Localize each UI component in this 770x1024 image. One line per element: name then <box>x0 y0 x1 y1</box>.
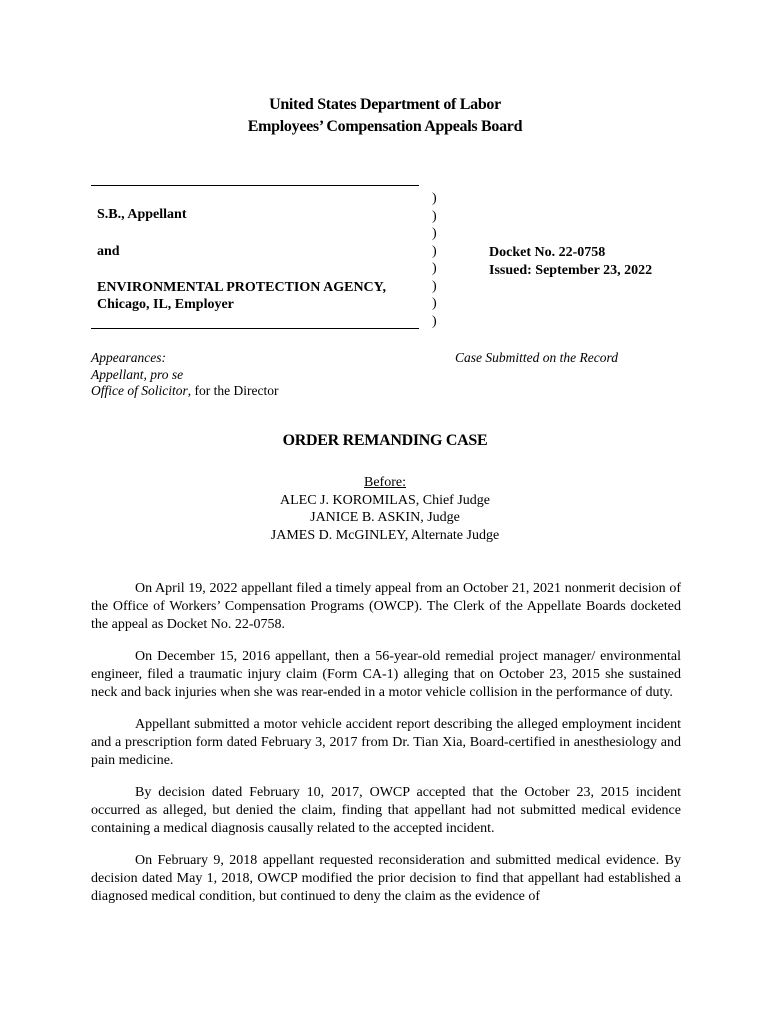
caption-rule-bottom <box>91 328 419 329</box>
judge-name: JAMES D. McGINLEY, Alternate Judge <box>270 527 500 543</box>
department-title: United States Department of Labor <box>269 96 501 113</box>
solicitor-line <box>91 383 278 400</box>
docket-number: Docket No. 22-0758 <box>489 245 606 260</box>
paren: ) <box>432 278 437 294</box>
caption-parentheses <box>432 190 437 330</box>
body-paragraph: On April 19, 2022 appellant filed a timely appeal from an October 21, 2021 nonmerit decision of the Office of Workers’ Compensation Programs (OWCP). The Clerk of the Appellate Boards docketed the appeal as Docket No. 22-0758. <box>91 581 681 632</box>
board-title: Employees’ Compensation Appeals Board <box>247 118 523 135</box>
paren: ) <box>432 243 437 259</box>
appearances-block <box>91 350 278 400</box>
judge-name: ALEC J. KOROMILAS, Chief Judge <box>280 492 490 508</box>
appearances-heading: Appearances: <box>91 350 166 365</box>
solicitor-office: Office of Solicitor <box>91 383 188 398</box>
body-paragraph: On February 9, 2018 appellant requested reconsideration and submitted medical evidence. By decision dated May 1, 2018, OWCP modified the prior decision to find that appellant had established a diagnosed medical condition, but continued to deny the claim as the evidence of <box>91 853 681 904</box>
issued-date: Issued: September 23, 2022 <box>489 263 653 278</box>
paren: ) <box>432 261 437 276</box>
order-body <box>91 580 681 920</box>
judge-name: JANICE B. ASKIN, Judge <box>310 510 460 525</box>
order-title: ORDER REMANDING CASE <box>282 432 488 449</box>
appellant-pro-se: Appellant, pro se <box>91 366 184 382</box>
agency-header <box>0 94 770 138</box>
paren: ) <box>432 226 437 241</box>
caption-and: and <box>97 244 120 259</box>
body-paragraph: By decision dated February 10, 2017, OWCP accepted that the October 23, 2015 incident occurred as alleged, but denied the claim, finding that appellant had not submitted medical evidence containing a medical diagnosis causally related to the accepted incident. <box>91 785 681 836</box>
body-paragraph: On December 15, 2016 appellant, then a 56-year-old remedial project manager/ environmental engineer, filed a traumatic injury claim (Form CA-1) alleging that on October 23, 2015 she sustained neck and back injuries when she was rear-ended in a motor vehicle collision in the performance of duty. <box>91 649 681 700</box>
docket-info <box>489 244 652 280</box>
caption-rule-top <box>91 185 419 186</box>
paren: ) <box>432 296 437 311</box>
paren: ) <box>432 313 437 329</box>
body-paragraph: Appellant submitted a motor vehicle accident report describing the alleged employment incident and a prescription form dated February 3, 2017 from Dr. Tian Xia, Board-certified in anesthesiology and pain medicine. <box>91 717 681 768</box>
solicitor-role: , for the Director <box>187 383 279 398</box>
appellant-name: S.B., Appellant <box>97 207 187 222</box>
paren: ) <box>432 208 437 224</box>
panel-of-judges <box>0 474 770 544</box>
before-label: Before: <box>364 475 406 490</box>
employer-location: Chicago, IL, Employer <box>97 297 234 312</box>
case-submitted-note: Case Submitted on the Record <box>455 350 618 365</box>
employer-name: ENVIRONMENTAL PROTECTION AGENCY, <box>97 280 386 295</box>
paren: ) <box>432 191 437 206</box>
